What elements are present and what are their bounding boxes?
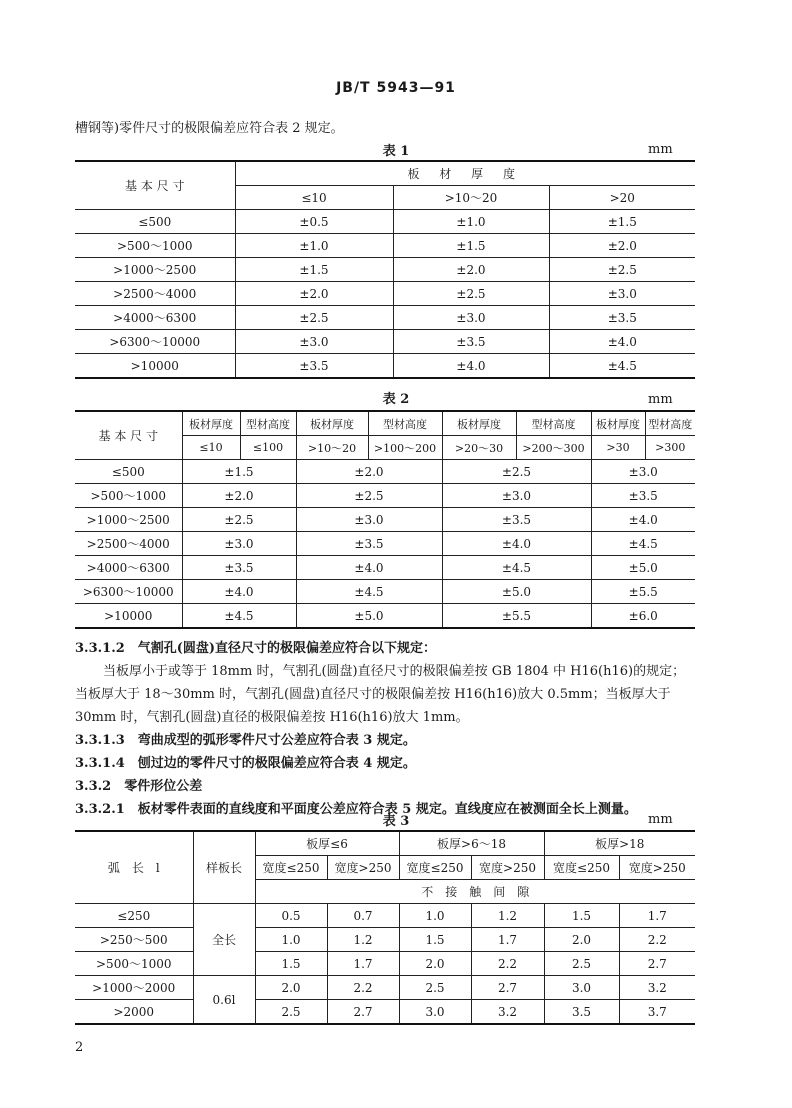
table-cell: ≤500 — [75, 210, 235, 234]
table-row — [75, 580, 695, 604]
table-cell: ±3.5 — [549, 306, 695, 330]
table3-col1-header: 样板长 — [193, 831, 255, 904]
table-cell: ±1.5 — [393, 234, 549, 258]
table-cell: 1.5 — [544, 904, 619, 928]
table-cell: ±2.5 — [393, 282, 549, 306]
table-cell: ±3.5 — [591, 484, 695, 508]
table-cell: ±3.0 — [442, 484, 591, 508]
table-cell: ±3.0 — [235, 330, 393, 354]
table-cell: >1000～2500 — [75, 258, 235, 282]
table-cell: 1.2 — [327, 928, 399, 952]
table2-col-header: >20～30 — [442, 436, 516, 460]
table2-col-header: 板材厚度 — [591, 411, 645, 436]
table-cell: ±3.0 — [393, 306, 549, 330]
table-cell: ≤500 — [75, 460, 182, 484]
table3-group-header: 板厚>6～18 — [399, 831, 544, 856]
table2-col-header: 型材高度 — [645, 411, 695, 436]
document-header: JB/T 5943—91 — [336, 80, 456, 96]
table-cell: ±2.0 — [235, 282, 393, 306]
table-cell: ±3.5 — [296, 532, 442, 556]
table-cell: 2.5 — [544, 952, 619, 976]
table-row — [75, 532, 695, 556]
table2-col-header: >10～20 — [296, 436, 368, 460]
table2-col0-header: 基 本 尺 寸 — [75, 411, 182, 460]
table1-group-header: 板 材 厚 度 — [235, 161, 695, 186]
table2-unit: mm — [648, 392, 673, 407]
table-cell: ±3.0 — [182, 532, 296, 556]
table-cell: ±3.0 — [591, 460, 695, 484]
table-row — [75, 258, 695, 282]
page-number: 2 — [75, 1040, 84, 1055]
table-cell: 1.7 — [327, 952, 399, 976]
table-cell: ±2.5 — [235, 306, 393, 330]
table3-template-length: 全长 — [193, 904, 255, 976]
table-cell: 1.0 — [399, 904, 471, 928]
table-cell: ±5.5 — [591, 580, 695, 604]
table2-col-header: >300 — [645, 436, 695, 460]
table2-col-header: >30 — [591, 436, 645, 460]
table-cell: 2.7 — [471, 976, 544, 1000]
table-cell: >4000～6300 — [75, 556, 182, 580]
table-cell: 1.7 — [471, 928, 544, 952]
table1-col-header: ≤10 — [235, 186, 393, 210]
table-row — [75, 354, 695, 379]
table-cell: 3.2 — [619, 976, 695, 1000]
table-cell: 2.0 — [255, 976, 327, 1000]
table-cell: ±2.0 — [393, 258, 549, 282]
table3-col-header: 宽度>250 — [471, 856, 544, 880]
table1-unit: mm — [648, 142, 673, 157]
section-3-3-2: 3.3.2 零件形位公差 — [75, 779, 203, 794]
table-row — [75, 976, 695, 1000]
table-cell: >250～500 — [75, 928, 193, 952]
paragraph-line: 30mm 时，气割孔(圆盘)直径的极限偏差按 H16(h16)放大 1mm。 — [75, 710, 469, 725]
table-cell: ±4.0 — [296, 556, 442, 580]
table-cell: >10000 — [75, 354, 235, 379]
table-cell: ±1.0 — [393, 210, 549, 234]
table-cell: ±3.5 — [235, 354, 393, 379]
table2-col-header: 型材高度 — [240, 411, 296, 436]
table-row — [75, 904, 695, 928]
table-cell: 2.2 — [471, 952, 544, 976]
table-cell: >6300～10000 — [75, 330, 235, 354]
table3-col-header: 宽度>250 — [327, 856, 399, 880]
table-cell: 2.2 — [327, 976, 399, 1000]
table-cell: 3.5 — [544, 1000, 619, 1025]
table-cell: 3.0 — [399, 1000, 471, 1025]
table-cell: >2500～4000 — [75, 532, 182, 556]
table-cell: ±5.0 — [442, 580, 591, 604]
section-3-3-2-1: 3.3.2.1 板材零件表面的直线度和平面度公差应符合表 5 规定。直线度应在被测面全长上测量。 — [75, 802, 637, 817]
table-row — [75, 460, 695, 484]
table-cell: ±1.5 — [549, 210, 695, 234]
table3-group-header: 板厚≤6 — [255, 831, 399, 856]
table-cell: >2500～4000 — [75, 282, 235, 306]
table-cell: ±4.5 — [182, 604, 296, 629]
table-cell: ≤250 — [75, 904, 193, 928]
table3-col-header: 宽度≤250 — [399, 856, 471, 880]
table-row — [75, 234, 695, 258]
table2-col-header: >200～300 — [516, 436, 591, 460]
table-cell: ±2.5 — [549, 258, 695, 282]
table-cell: ±3.5 — [393, 330, 549, 354]
table-cell: ±2.0 — [549, 234, 695, 258]
table-cell: 0.5 — [255, 904, 327, 928]
paragraph-line: 当板厚大于 18～30mm 时，气割孔(圆盘)直径尺寸的极限偏差按 H16(h16)放大 0.5mm；当板厚大于 — [75, 687, 671, 702]
table-row — [75, 508, 695, 532]
table2-col-header: 板材厚度 — [442, 411, 516, 436]
table-cell: >1000～2500 — [75, 508, 182, 532]
table2-col-header: ≤10 — [182, 436, 240, 460]
table2-col-header: ≤100 — [240, 436, 296, 460]
table-cell: ±4.0 — [393, 354, 549, 379]
section-3-3-1-4: 3.3.1.4 刨过边的零件尺寸的极限偏差应符合表 4 规定。 — [75, 756, 416, 771]
table3 — [75, 830, 695, 1025]
table-cell: ±2.5 — [442, 460, 591, 484]
table-cell: >2000 — [75, 1000, 193, 1025]
table-cell: ±4.0 — [549, 330, 695, 354]
table-cell: 1.5 — [399, 928, 471, 952]
table-row — [75, 952, 695, 976]
table-cell: ±1.5 — [235, 258, 393, 282]
intro-text: 槽钢等)零件尺寸的极限偏差应符合表 2 规定。 — [75, 121, 344, 136]
table-cell: ±5.0 — [591, 556, 695, 580]
table-cell: 1.7 — [619, 904, 695, 928]
table-cell: >4000～6300 — [75, 306, 235, 330]
table-cell: 0.7 — [327, 904, 399, 928]
table-cell: 2.0 — [399, 952, 471, 976]
table-cell: >10000 — [75, 604, 182, 629]
table-row — [75, 556, 695, 580]
table-row — [75, 928, 695, 952]
table-cell: ±4.0 — [182, 580, 296, 604]
table-row — [75, 1000, 695, 1025]
table-row — [75, 306, 695, 330]
table-cell: ±3.5 — [182, 556, 296, 580]
table3-title: 表 3 — [382, 814, 410, 829]
table-cell: >500～1000 — [75, 952, 193, 976]
table3-group-header: 板厚>18 — [544, 831, 695, 856]
table3-unit: mm — [648, 812, 673, 827]
table-cell: ±5.0 — [296, 604, 442, 629]
table-cell: ±3.0 — [296, 508, 442, 532]
table-cell: 1.2 — [471, 904, 544, 928]
table-cell: 3.0 — [544, 976, 619, 1000]
table1 — [75, 160, 695, 379]
section-3-3-1-3: 3.3.1.3 弯曲成型的弧形零件尺寸公差应符合表 3 规定。 — [75, 733, 416, 748]
table-cell: >6300～10000 — [75, 580, 182, 604]
table2-title: 表 2 — [382, 392, 410, 407]
table-row — [75, 484, 695, 508]
table2-col-header: 型材高度 — [516, 411, 591, 436]
table-cell: ±2.5 — [182, 508, 296, 532]
table1-col-header: >10～20 — [393, 186, 549, 210]
table-cell: ±6.0 — [591, 604, 695, 629]
table1-title: 表 1 — [382, 144, 410, 159]
table-cell: ±4.0 — [591, 508, 695, 532]
table-cell: ±3.5 — [442, 508, 591, 532]
table-cell: ±5.5 — [442, 604, 591, 629]
table2-col-header: 板材厚度 — [296, 411, 368, 436]
table2-col-header: 型材高度 — [368, 411, 442, 436]
table2-col-header: 板材厚度 — [182, 411, 240, 436]
table-cell: ±4.5 — [296, 580, 442, 604]
table-cell: >500～1000 — [75, 484, 182, 508]
table-row — [75, 330, 695, 354]
table1-col-header: >20 — [549, 186, 695, 210]
table3-span-header: 不 接 触 间 隙 — [255, 880, 695, 904]
table-cell: 2.7 — [327, 1000, 399, 1025]
section-3-3-1-2: 3.3.1.2 气割孔(圆盘)直径尺寸的极限偏差应符合以下规定： — [75, 641, 437, 656]
table-cell: ±4.5 — [442, 556, 591, 580]
table-cell: 2.7 — [619, 952, 695, 976]
table-row — [75, 282, 695, 306]
table-cell: >500～1000 — [75, 234, 235, 258]
table-cell: ±4.5 — [549, 354, 695, 379]
table-cell: 2.5 — [399, 976, 471, 1000]
table3-template-length: 0.6l — [193, 976, 255, 1025]
table-cell: ±4.0 — [442, 532, 591, 556]
table-row — [75, 210, 695, 234]
table-cell: ±2.0 — [296, 460, 442, 484]
table3-col0-header: 弧 长 l — [75, 831, 193, 904]
table-cell: 1.0 — [255, 928, 327, 952]
table3-col-header: 宽度>250 — [619, 856, 695, 880]
table-cell: 3.2 — [471, 1000, 544, 1025]
table-cell: 2.5 — [255, 1000, 327, 1025]
table-cell: ±2.5 — [296, 484, 442, 508]
table-row — [75, 604, 695, 629]
table-cell: 2.2 — [619, 928, 695, 952]
table-cell: ±1.5 — [182, 460, 296, 484]
table3-col-header: 宽度≤250 — [544, 856, 619, 880]
table-cell: ±1.0 — [235, 234, 393, 258]
table-cell: ±4.5 — [591, 532, 695, 556]
table1-col0-header: 基 本 尺 寸 — [75, 161, 235, 210]
table2 — [75, 410, 695, 629]
table-cell: ±2.0 — [182, 484, 296, 508]
paragraph-line: 当板厚小于或等于 18mm 时，气割孔(圆盘)直径尺寸的极限偏差按 GB 1804 中 H16(h16)的规定； — [103, 664, 686, 679]
table-cell: 3.7 — [619, 1000, 695, 1025]
table-cell: 2.0 — [544, 928, 619, 952]
table2-col-header: >100～200 — [368, 436, 442, 460]
table-cell: 1.5 — [255, 952, 327, 976]
table3-col-header: 宽度≤250 — [255, 856, 327, 880]
table-cell: >1000～2000 — [75, 976, 193, 1000]
table-cell: ±3.0 — [549, 282, 695, 306]
table-cell: ±0.5 — [235, 210, 393, 234]
